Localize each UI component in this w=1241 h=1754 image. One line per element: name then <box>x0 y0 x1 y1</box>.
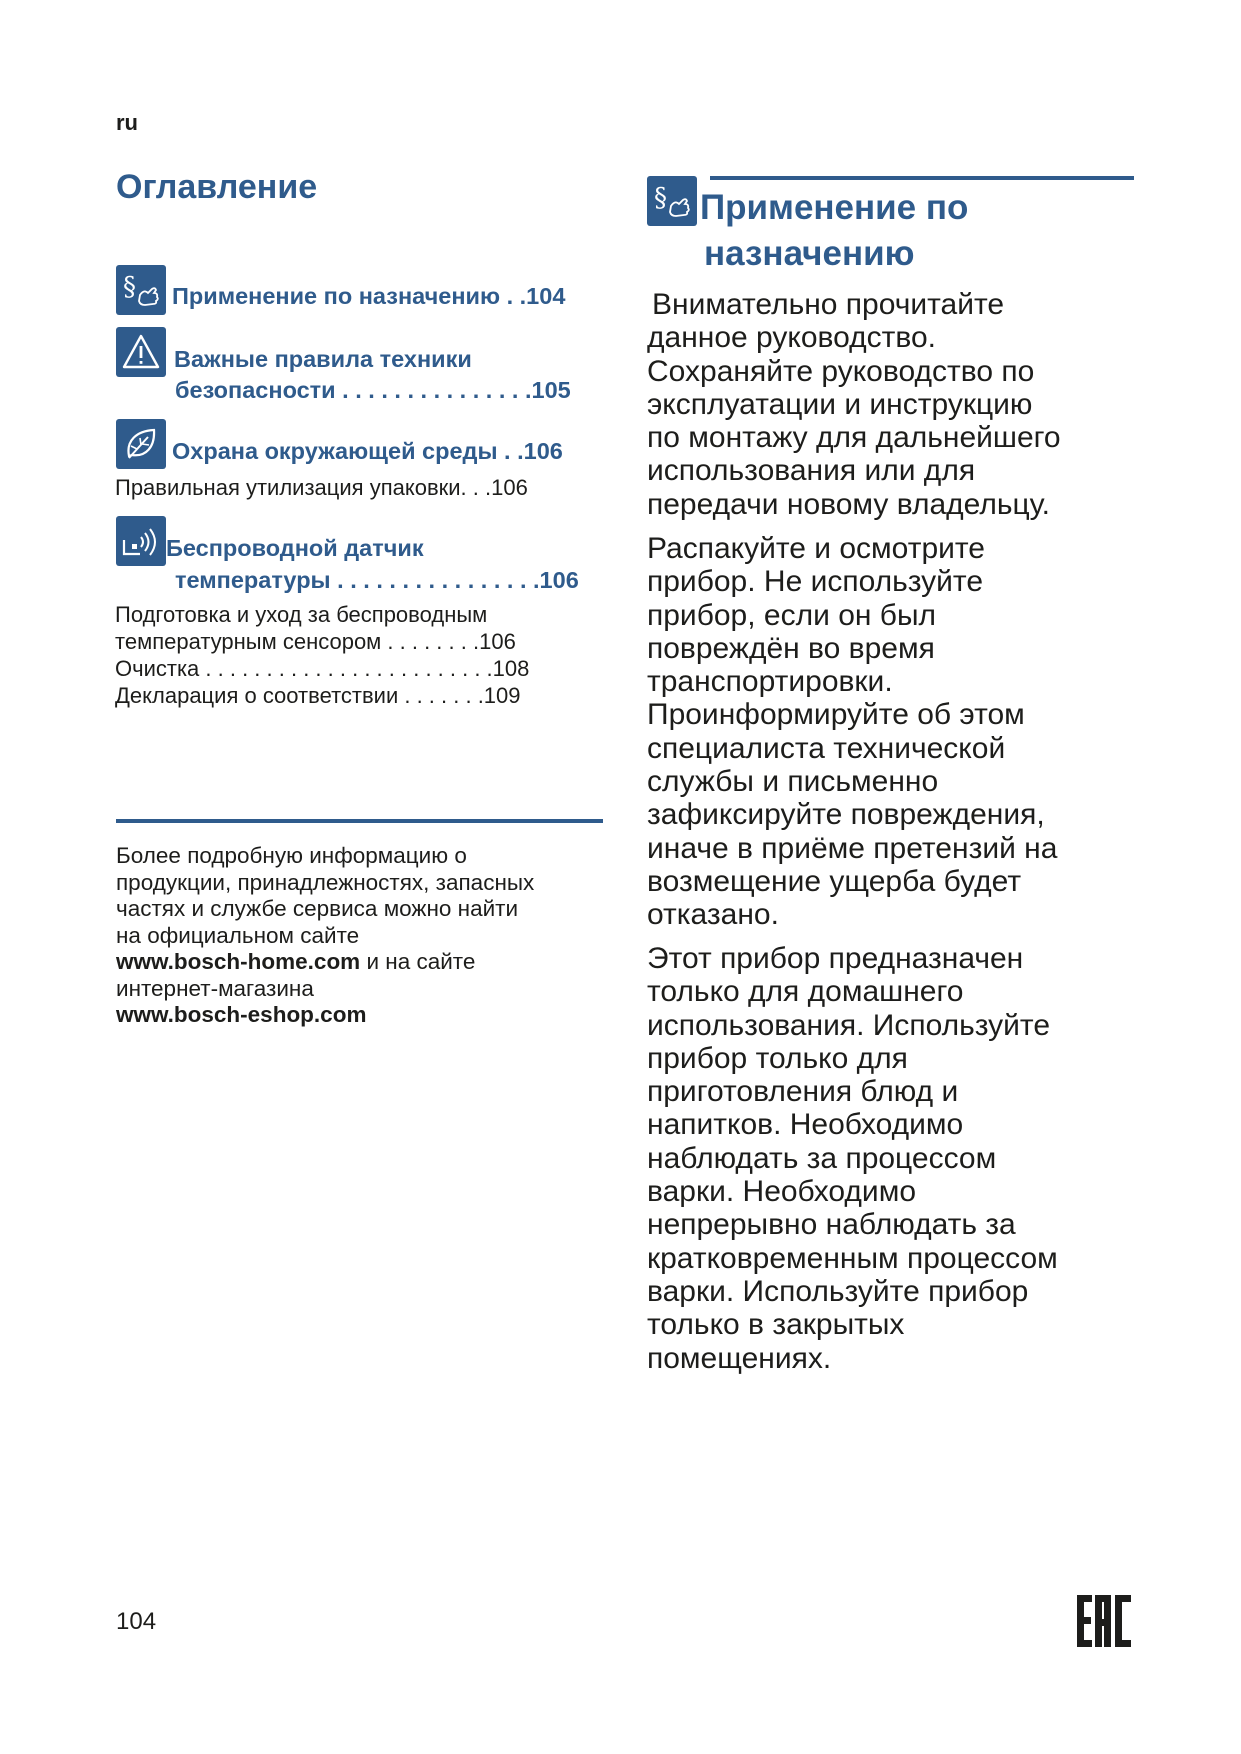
left-divider <box>116 819 603 823</box>
paragraph-line: использования или для <box>647 454 976 488</box>
right-title-rule <box>710 176 1134 180</box>
paragraph-line: варки. Необходимо <box>647 1175 917 1209</box>
paragraph-line: только в закрытых <box>647 1308 905 1342</box>
paragraph-line: прибор. Не используйте <box>647 565 984 599</box>
paragraph-line: отказано. <box>647 898 779 932</box>
section-title-line: назначению <box>704 234 915 273</box>
paragraph-line: специалиста технической <box>647 731 1006 765</box>
paragraph-line: Этот прибор предназначен <box>647 942 1024 975</box>
toc-subentry-cleaning[interactable]: Очистка . . . . . . . . . . . . . . . . . . . . . . . .108 <box>115 656 530 681</box>
paragraph-line: Сохраняйте руководство по <box>647 354 1035 388</box>
paragraph-read-manual <box>647 288 1152 521</box>
info-line: интернет-магазина <box>116 975 314 1001</box>
bosch-home-link[interactable]: www.bosch-home.com <box>116 949 361 974</box>
section-title <box>700 185 968 277</box>
toc-title: Оглавление <box>116 168 318 206</box>
info-block <box>116 843 616 1029</box>
info-line <box>116 949 616 976</box>
info-line: продукции, принадлежностях, запасных <box>116 869 535 895</box>
paragraph-line: прибор, если он был <box>647 598 937 632</box>
paragraph-line: напитков. Необходимо <box>647 1108 964 1142</box>
paragraph-line: данное руководство. <box>647 321 937 355</box>
leaf-icon <box>116 419 166 469</box>
wireless-sensor-icon <box>116 516 166 566</box>
toc-subentry-packaging[interactable]: Правильная утилизация упаковки. . .106 <box>115 475 528 500</box>
paragraph-line: помещениях. <box>647 1341 832 1375</box>
paragraph-line: только для домашнего <box>647 975 964 1009</box>
toc-entry-wireless-sensor-page[interactable]: температуры . . . . . . . . . . . . . . . .106 <box>175 567 579 593</box>
section-title-line: Применение по <box>700 188 969 227</box>
section-hand-icon <box>647 176 697 226</box>
info-line <box>116 1002 616 1029</box>
info-line: на официальном сайте <box>116 922 360 948</box>
toc-entry-intended-use[interactable]: Применение по назначению . .104 <box>172 283 566 309</box>
warning-icon <box>116 327 166 377</box>
toc-subentry-preparation[interactable]: Подготовка и уход за беспроводным <box>115 602 488 627</box>
language-code: ru <box>116 110 138 135</box>
info-mid-text: и на сайте <box>360 949 476 974</box>
toc-entry-wireless-sensor[interactable]: Беспроводной датчик <box>166 535 424 561</box>
paragraph-line: прибор только для <box>647 1041 908 1075</box>
paragraph-line: возмещение ущерба будет <box>647 864 1022 898</box>
paragraph-line: иначе в приёме претензий на <box>647 831 1058 865</box>
paragraph-line: эксплуатации и инструкцию <box>647 387 1033 421</box>
paragraph-line: Распакуйте и осмотрите <box>647 532 985 565</box>
paragraph-line: повреждён во время <box>647 631 935 665</box>
paragraph-household-use <box>647 942 1147 1375</box>
paragraph-line: непрерывно наблюдать за <box>647 1208 1016 1242</box>
info-line: Более подробную информацию о <box>116 843 467 868</box>
page-number: 104 <box>116 1608 157 1635</box>
paragraph-line: варки. Используйте прибор <box>647 1274 1029 1308</box>
paragraph-line: зафиксируйте повреждения, <box>647 798 1045 832</box>
toc-subentry-declaration[interactable]: Декларация о соответствии . . . . . . .109 <box>115 683 521 708</box>
paragraph-unpack <box>647 532 1147 932</box>
toc-entry-safety-page[interactable]: безопасности . . . . . . . . . . . . . . .105 <box>175 377 571 403</box>
svg-text:§: § <box>123 272 136 302</box>
paragraph-line: наблюдать за процессом <box>647 1141 997 1175</box>
svg-text:§: § <box>654 183 667 213</box>
paragraph-line: Внимательно прочитайте <box>652 288 1005 321</box>
paragraph-line: транспортировки. <box>647 665 893 699</box>
paragraph-line: по монтажу для дальнейшего <box>647 421 1061 455</box>
toc-subentry-preparation-page[interactable]: температурным сенсором . . . . . . . .106 <box>115 629 516 654</box>
paragraph-line: Проинформируйте об этом <box>647 698 1025 732</box>
paragraph-line: службы и письменно <box>647 765 939 799</box>
paragraph-line: кратковременным процессом <box>647 1241 1058 1275</box>
paragraph-line: использования. Используйте <box>647 1008 1051 1042</box>
paragraph-line: передачи новому владельцу. <box>647 487 1051 521</box>
toc-entry-safety[interactable]: Важные правила техники <box>174 346 472 372</box>
toc-entry-environment[interactable]: Охрана окружающей среды . .106 <box>172 438 563 464</box>
eac-mark-icon <box>1075 1593 1133 1649</box>
section-hand-icon <box>116 265 166 315</box>
bosch-eshop-link[interactable]: www.bosch-eshop.com <box>116 1002 367 1027</box>
paragraph-line: приготовления блюд и <box>647 1075 959 1109</box>
info-line: частях и службе сервиса можно найти <box>116 896 519 921</box>
